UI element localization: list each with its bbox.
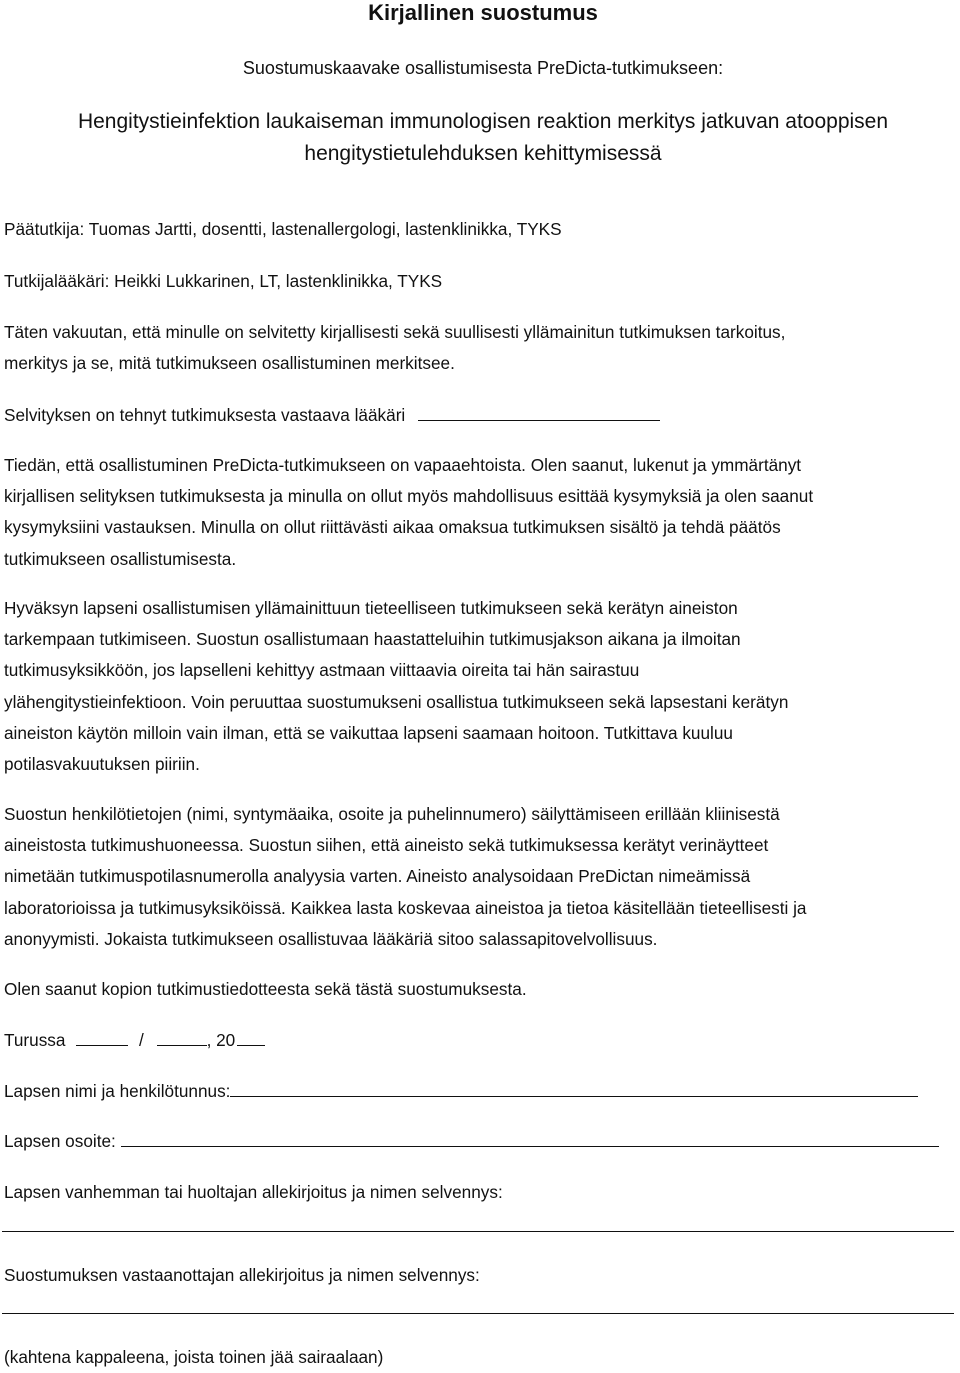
paragraph-line: tutkimusyksikköön, jos lapselleni kehittyy astmaan viittaavia oireita tai hän sairastuu xyxy=(4,660,640,681)
physician-name-field[interactable] xyxy=(418,419,660,421)
date-line xyxy=(4,1025,958,1056)
paragraph-line: ylähengitystieinfektioon. Voin peruuttaa suostumukseni osallistua tutkimukseen sekä lapsestani kerätyn xyxy=(4,691,789,712)
child-address-line xyxy=(4,1126,958,1157)
paragraph-line: kirjallisen selityksen tutkimuksesta ja minulla on ollut myös mahdollisuus esittää kysymyksiä ja olen saanut xyxy=(4,486,814,507)
paragraph-acceptance xyxy=(4,593,958,780)
principal-investigator: Päätutkija: Tuomas Jartti, dosentti, lastenallergologi, lastenklinikka, TYKS xyxy=(4,219,562,239)
day-field[interactable] xyxy=(76,1044,128,1046)
physician-label: Selvityksen on tehnyt tutkimuksesta vastaava lääkäri xyxy=(4,405,406,425)
paragraph-line: potilasvakuutuksen piiriin. xyxy=(4,754,200,775)
paragraph-line: Tiedän, että osallistuminen PreDicta-tutkimukseen on vapaaehtoista. Olen saanut, lukenut ja ymmärtänyt xyxy=(4,455,802,475)
paragraph-line: laboratorioissa ja tutkimusyksiköissä. Kaikkea lasta koskevaa aineistoa ja tietoa käsitellään tieteellisesti ja xyxy=(4,897,807,918)
paragraph-copy-received: Olen saanut kopion tutkimustiedotteesta sekä tästä suostumuksesta. xyxy=(4,979,527,999)
paragraph-line: anonyymisti. Jokaista tutkimukseen osallistuvaa lääkäriä sitoo salassapitovelvollisuus. xyxy=(4,928,658,949)
paragraph-explanation xyxy=(4,317,958,379)
paragraph-personal-data xyxy=(4,799,958,955)
document-subtitle: Suostumuskaavake osallistumisesta PreDicta-tutkimukseen: xyxy=(242,58,724,78)
research-physician: Tutkijalääkäri: Heikki Lukkarinen, LT, lastenklinikka, TYKS xyxy=(4,271,443,291)
date-separator: / xyxy=(139,1030,144,1050)
paragraph-line: aineiston käytön milloin vain ilman, että se vaikuttaa lapseni saamaan hoitoon. Tutkittava kuuluu xyxy=(4,722,733,743)
receiver-signature-field[interactable] xyxy=(2,1313,954,1314)
paragraph-line: Hyväksyn lapseni osallistumisen yllämainittuun tieteelliseen tutkimukseen sekä kerätyn aineiston xyxy=(4,598,738,618)
document-title: Kirjallinen suostumus xyxy=(368,0,598,25)
child-name-field[interactable] xyxy=(230,1095,918,1097)
year-field[interactable] xyxy=(237,1044,265,1046)
year-prefix: , 20 xyxy=(206,1030,236,1050)
paragraph-line: nimetään tutkimuspotilasnumerolla analyysia varten. Aineisto analysoidaan PreDictan nimeämissä xyxy=(4,866,751,887)
month-field[interactable] xyxy=(157,1044,207,1046)
paragraph-line: tutkimukseen osallistumisesta. xyxy=(4,548,237,569)
paragraph-line: kysymyksiini vastauksen. Minulla on ollut riittävästi aikaa omaksua tutkimuksen sisältö ja tehdä päätös xyxy=(4,517,781,538)
study-title-line: hengitystietulehduksen kehittymisessä xyxy=(304,142,662,165)
parent-signature-field[interactable] xyxy=(2,1231,954,1232)
study-title-line: Hengitystieinfektion laukaiseman immunologisen reaktion merkitys jatkuvan atooppisen xyxy=(77,110,889,133)
paragraph-line: aineistosta tutkimushuoneessa. Suostun siihen, että aineisto sekä tutkimuksessa kerätyt verinäytteet xyxy=(4,835,769,856)
physician-line xyxy=(4,400,958,431)
footer-note: (kahtena kappaleena, joista toinen jää sairaalaan) xyxy=(4,1347,384,1367)
child-name-line xyxy=(4,1076,958,1107)
place-label: Turussa xyxy=(4,1030,66,1050)
paragraph-line: Täten vakuutan, että minulle on selvitetty kirjallisesti sekä suullisesti yllämainitun tutkimuksen tarkoitus, xyxy=(4,322,786,342)
child-address-field[interactable] xyxy=(121,1145,939,1147)
study-title xyxy=(0,106,960,170)
paragraph-line: tarkempaan tutkimiseen. Suostun osallistumaan haastatteluihin tutkimusjakson aikana ja ilmoitan xyxy=(4,629,741,650)
parent-signature-label: Lapsen vanhemman tai huoltajan allekirjoitus ja nimen selvennys: xyxy=(4,1182,503,1202)
paragraph-line: merkitys ja se, mitä tutkimukseen osallistuminen merkitsee. xyxy=(4,353,455,374)
paragraph-line: Suostun henkilötietojen (nimi, syntymäaika, osoite ja puhelinnumero) säilyttämiseen erillään kliinisestä xyxy=(4,804,780,824)
child-name-label: Lapsen nimi ja henkilötunnus: xyxy=(4,1081,231,1101)
child-address-label: Lapsen osoite: xyxy=(4,1131,116,1151)
paragraph-voluntary xyxy=(4,450,958,575)
receiver-signature-label: Suostumuksen vastaanottajan allekirjoitus ja nimen selvennys: xyxy=(4,1265,480,1285)
